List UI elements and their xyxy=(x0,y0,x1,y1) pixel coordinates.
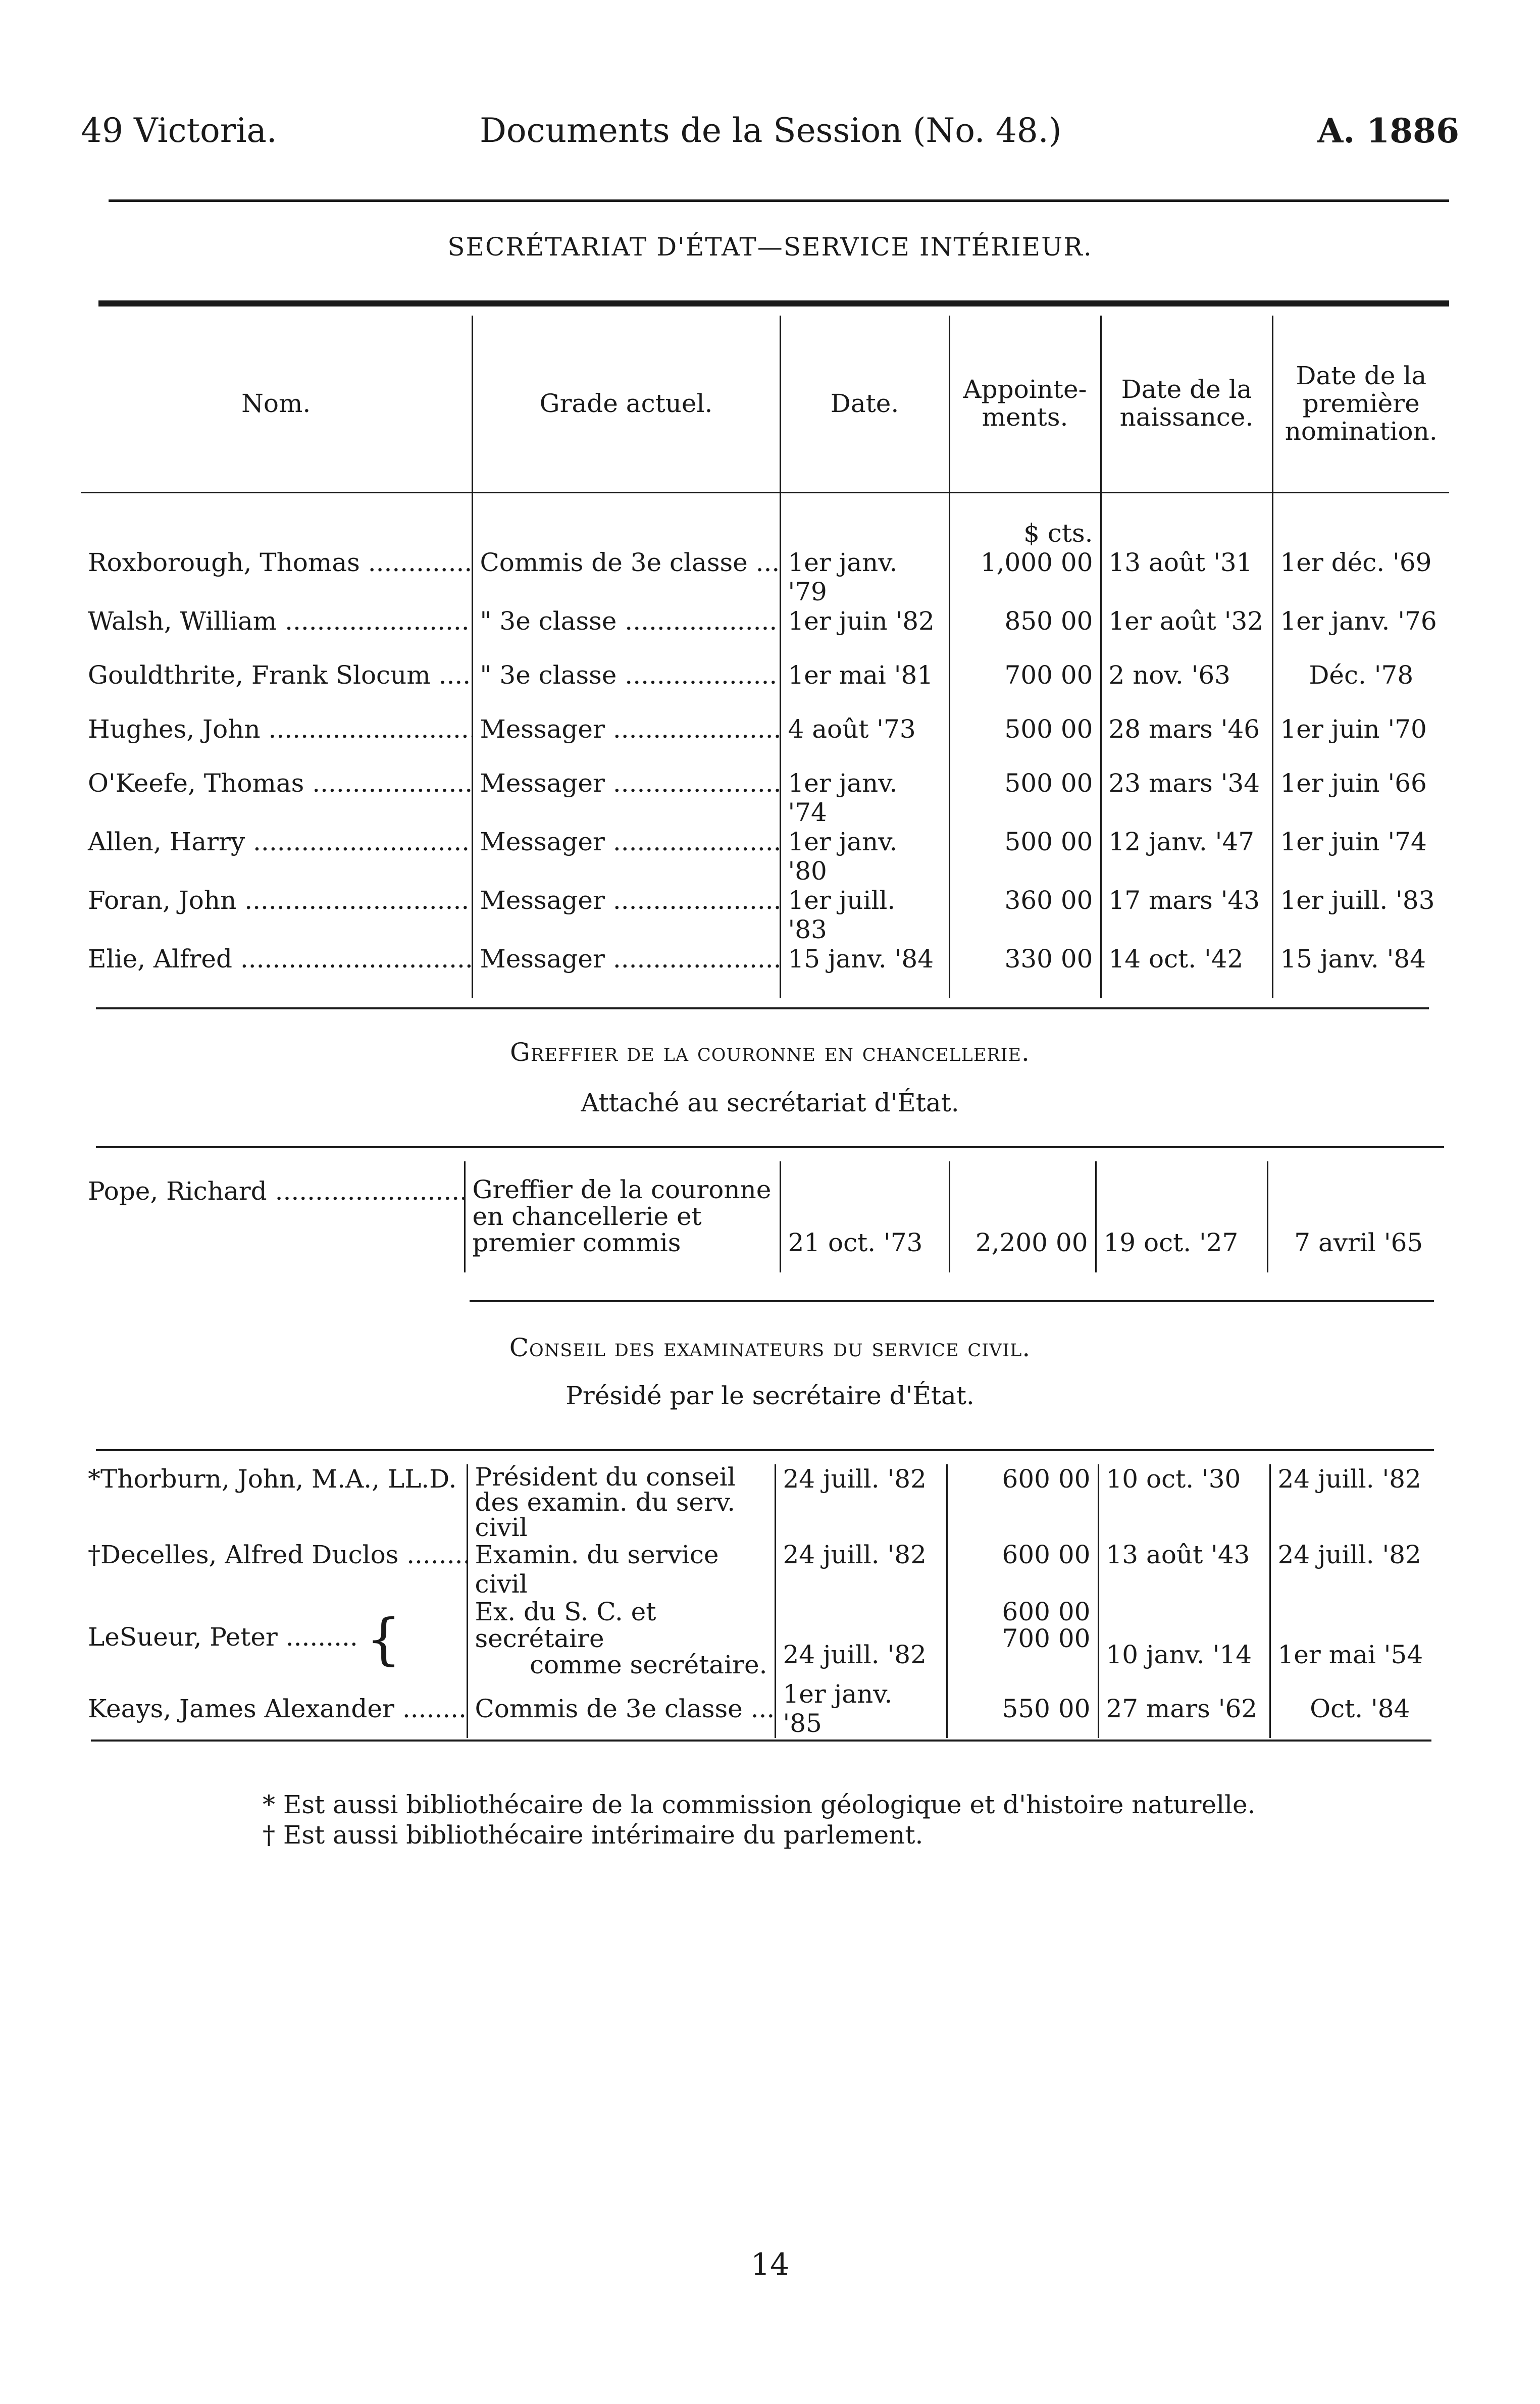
name-cell: *Thorburn, John, M.A., LL.D. xyxy=(88,1464,457,1494)
birth-date-cell: 12 janv. '47 xyxy=(1101,827,1272,886)
section2-subtitle: Attaché au secrétariat d'État. xyxy=(581,1088,959,1117)
name-cell: Roxborough, Thomas ..... xyxy=(81,548,472,606)
section2-title: Greffier de la couronne en chancellerie. xyxy=(510,1038,1030,1067)
name-cell: LeSueur, Peter xyxy=(88,1622,278,1652)
grade-cell: Messager ..... xyxy=(472,827,780,886)
nomination-date-cell: 1er mai '54 xyxy=(1270,1599,1449,1679)
section2-bottom-rule xyxy=(470,1300,1434,1302)
name-cell: Keays, James Alexander ..... xyxy=(81,1679,467,1738)
date-cell: 24 juill. '82 xyxy=(775,1599,947,1679)
header-center: Documents de la Session (No. 48.) xyxy=(480,111,1062,150)
date-cell: 1er janv. '74 xyxy=(780,769,949,827)
salary-line-2: 700 00 xyxy=(1002,1623,1091,1653)
salary-cell: 850 00 xyxy=(949,606,1101,660)
birth-date-cell: 14 oct. '42 xyxy=(1101,944,1272,998)
name-cell: O'Keefe, Thomas ..... xyxy=(81,769,472,827)
section1-top-rule xyxy=(98,300,1449,306)
birth-date-cell: 27 mars '62 xyxy=(1098,1679,1270,1738)
footnote: * Est aussi bibliothécaire de la commission géologique et d'histoire naturelle. xyxy=(263,1790,1256,1819)
birth-date-cell: 19 oct. '27 xyxy=(1096,1161,1267,1272)
grade-line-2: comme secrétaire. xyxy=(530,1650,767,1679)
salary-cell-group xyxy=(947,1599,1098,1679)
grade-cell: " 3e classe ..... xyxy=(472,606,780,660)
date-cell: 21 oct. '73 xyxy=(780,1161,949,1272)
col-naissance: Date de la naissance. xyxy=(1101,316,1272,492)
salary-cell: 500 00 xyxy=(949,827,1101,886)
grade-cell: Greffier de la couronne en chancellerie et premier commis xyxy=(465,1161,780,1272)
name-cell-group xyxy=(81,1599,467,1679)
nomination-date-cell: 1er juill. '83 xyxy=(1272,886,1449,944)
name-cell: Allen, Harry ..... xyxy=(81,827,472,886)
col-appointements: Appointe-ments. xyxy=(949,316,1101,492)
table-row xyxy=(81,1161,1449,1272)
nomination-date-cell: 1er déc. '69 xyxy=(1272,548,1449,606)
section2-table xyxy=(81,1161,1449,1272)
section1-table xyxy=(81,316,1449,998)
nomination-date-cell: 1er juin '74 xyxy=(1272,827,1449,886)
birth-date-cell: 1er août '32 xyxy=(1101,606,1272,660)
date-cell: 24 juill. '82 xyxy=(775,1540,947,1599)
table-row xyxy=(81,606,1449,660)
grade-cell: " 3e classe ..... xyxy=(472,660,780,714)
birth-date-cell: 28 mars '46 xyxy=(1101,714,1272,769)
table-row xyxy=(81,660,1449,714)
header-rule xyxy=(109,199,1449,202)
salary-cell: 700 00 xyxy=(949,660,1101,714)
table-row xyxy=(81,1599,1449,1679)
salary-cell: 600 00 xyxy=(947,1464,1098,1540)
section1-bottom-rule xyxy=(96,1007,1429,1009)
date-cell: 1er janv. '79 xyxy=(780,548,949,606)
col-date: Date. xyxy=(780,316,949,492)
nomination-date-cell: 7 avril '65 xyxy=(1267,1161,1449,1272)
section3-bottom-rule xyxy=(91,1740,1431,1742)
section3-title: Conseil des examinateurs du service civil. xyxy=(509,1333,1031,1362)
date-cell: 1er mai '81 xyxy=(780,660,949,714)
section3-table xyxy=(81,1464,1449,1738)
salary-cell: 500 00 xyxy=(949,714,1101,769)
name-cell: Walsh, William ..... xyxy=(81,606,472,660)
date-cell: 1er juin '82 xyxy=(780,606,949,660)
date-cell: 24 juill. '82 xyxy=(775,1464,947,1540)
col-grade: Grade actuel. xyxy=(472,316,780,492)
date-cell: 1er janv. '85 xyxy=(775,1679,947,1738)
name-cell: Foran, John ..... xyxy=(81,886,472,944)
salary-cell: 2,200 00 xyxy=(949,1161,1096,1272)
salary-cell: 550 00 xyxy=(947,1679,1098,1738)
birth-date-cell: 23 mars '34 xyxy=(1101,769,1272,827)
table-row xyxy=(81,1464,1449,1540)
header-right: A. 1886 xyxy=(1317,111,1459,150)
name-cell: Gouldthrite, Frank Slocum ..... xyxy=(81,660,472,714)
grade-cell: Président du conseil des examin. du serv. civil xyxy=(467,1464,775,1540)
nomination-date-cell: 1er juin '70 xyxy=(1272,714,1449,769)
table-row xyxy=(81,769,1449,827)
column-header-row xyxy=(81,316,1449,492)
birth-date-cell: 10 janv. '14 xyxy=(1098,1599,1270,1679)
birth-date-cell: 10 oct. '30 xyxy=(1098,1464,1270,1540)
currency-row xyxy=(81,492,1449,548)
name-cell: Pope, Richard ..... xyxy=(81,1161,465,1272)
grade-cell: Commis de 3e classe ..... xyxy=(472,548,780,606)
section3-subtitle: Présidé par le secrétaire d'État. xyxy=(566,1381,974,1410)
nomination-date-cell: Oct. '84 xyxy=(1270,1679,1449,1738)
table-row xyxy=(81,1679,1449,1738)
col-nomination: Date de la première nomination. xyxy=(1272,316,1449,492)
table-row xyxy=(81,548,1449,606)
grade-cell: Messager ..... xyxy=(472,886,780,944)
currency-label: $ cts. xyxy=(949,492,1101,548)
table-row xyxy=(81,827,1449,886)
name-leader: ......... xyxy=(285,1622,358,1652)
date-cell: 15 janv. '84 xyxy=(780,944,949,998)
birth-date-cell: 13 août '43 xyxy=(1098,1540,1270,1599)
table-row xyxy=(81,1540,1449,1599)
grade-line-1: Ex. du S. C. et secrétaire xyxy=(475,1597,656,1653)
section2-top-rule xyxy=(96,1146,1444,1148)
name-cell: Elie, Alfred ..... xyxy=(81,944,472,998)
col-nom: Nom. xyxy=(241,388,311,418)
salary-cell: 600 00 xyxy=(947,1540,1098,1599)
nomination-date-cell: 1er janv. '76 xyxy=(1272,606,1449,660)
salary-cell: 360 00 xyxy=(949,886,1101,944)
grade-cell-group xyxy=(467,1599,775,1679)
page-number: 14 xyxy=(750,2247,790,2282)
grade-cell: Commis de 3e classe ..... xyxy=(467,1679,775,1738)
section3-top-rule xyxy=(96,1449,1434,1451)
birth-date-cell: 13 août '31 xyxy=(1101,548,1272,606)
header-left: 49 Victoria. xyxy=(81,111,277,150)
salary-cell: 1,000 00 xyxy=(949,548,1101,606)
grade-cell: Examin. du service civil xyxy=(467,1540,775,1599)
salary-cell: 500 00 xyxy=(949,769,1101,827)
birth-date-cell: 2 nov. '63 xyxy=(1101,660,1272,714)
grade-cell: Messager ..... xyxy=(472,944,780,998)
table-row xyxy=(81,886,1449,944)
brace-icon: { xyxy=(366,1607,401,1671)
date-cell: 4 août '73 xyxy=(780,714,949,769)
nomination-date-cell: 1er juin '66 xyxy=(1272,769,1449,827)
nomination-date-cell: Déc. '78 xyxy=(1272,660,1449,714)
table-row xyxy=(81,944,1449,998)
salary-cell: 330 00 xyxy=(949,944,1101,998)
grade-cell: Messager ..... xyxy=(472,769,780,827)
name-cell: Hughes, John ..... xyxy=(81,714,472,769)
footnote: † Est aussi bibliothécaire intérimaire du parlement. xyxy=(263,1820,923,1850)
grade-cell: Messager ..... xyxy=(472,714,780,769)
date-cell: 1er janv. '80 xyxy=(780,827,949,886)
name-cell: †Decelles, Alfred Duclos ..... xyxy=(81,1540,467,1599)
nomination-date-cell: 15 janv. '84 xyxy=(1272,944,1449,998)
nomination-date-cell: 24 juill. '82 xyxy=(1270,1464,1449,1540)
date-cell: 1er juill. '83 xyxy=(780,886,949,944)
section1-title: SECRÉTARIAT D'ÉTAT—SERVICE INTÉRIEUR. xyxy=(447,232,1093,262)
birth-date-cell: 17 mars '43 xyxy=(1101,886,1272,944)
table-row xyxy=(81,714,1449,769)
salary-line-1: 600 00 xyxy=(1002,1597,1091,1626)
nomination-date-cell: 24 juill. '82 xyxy=(1270,1540,1449,1599)
